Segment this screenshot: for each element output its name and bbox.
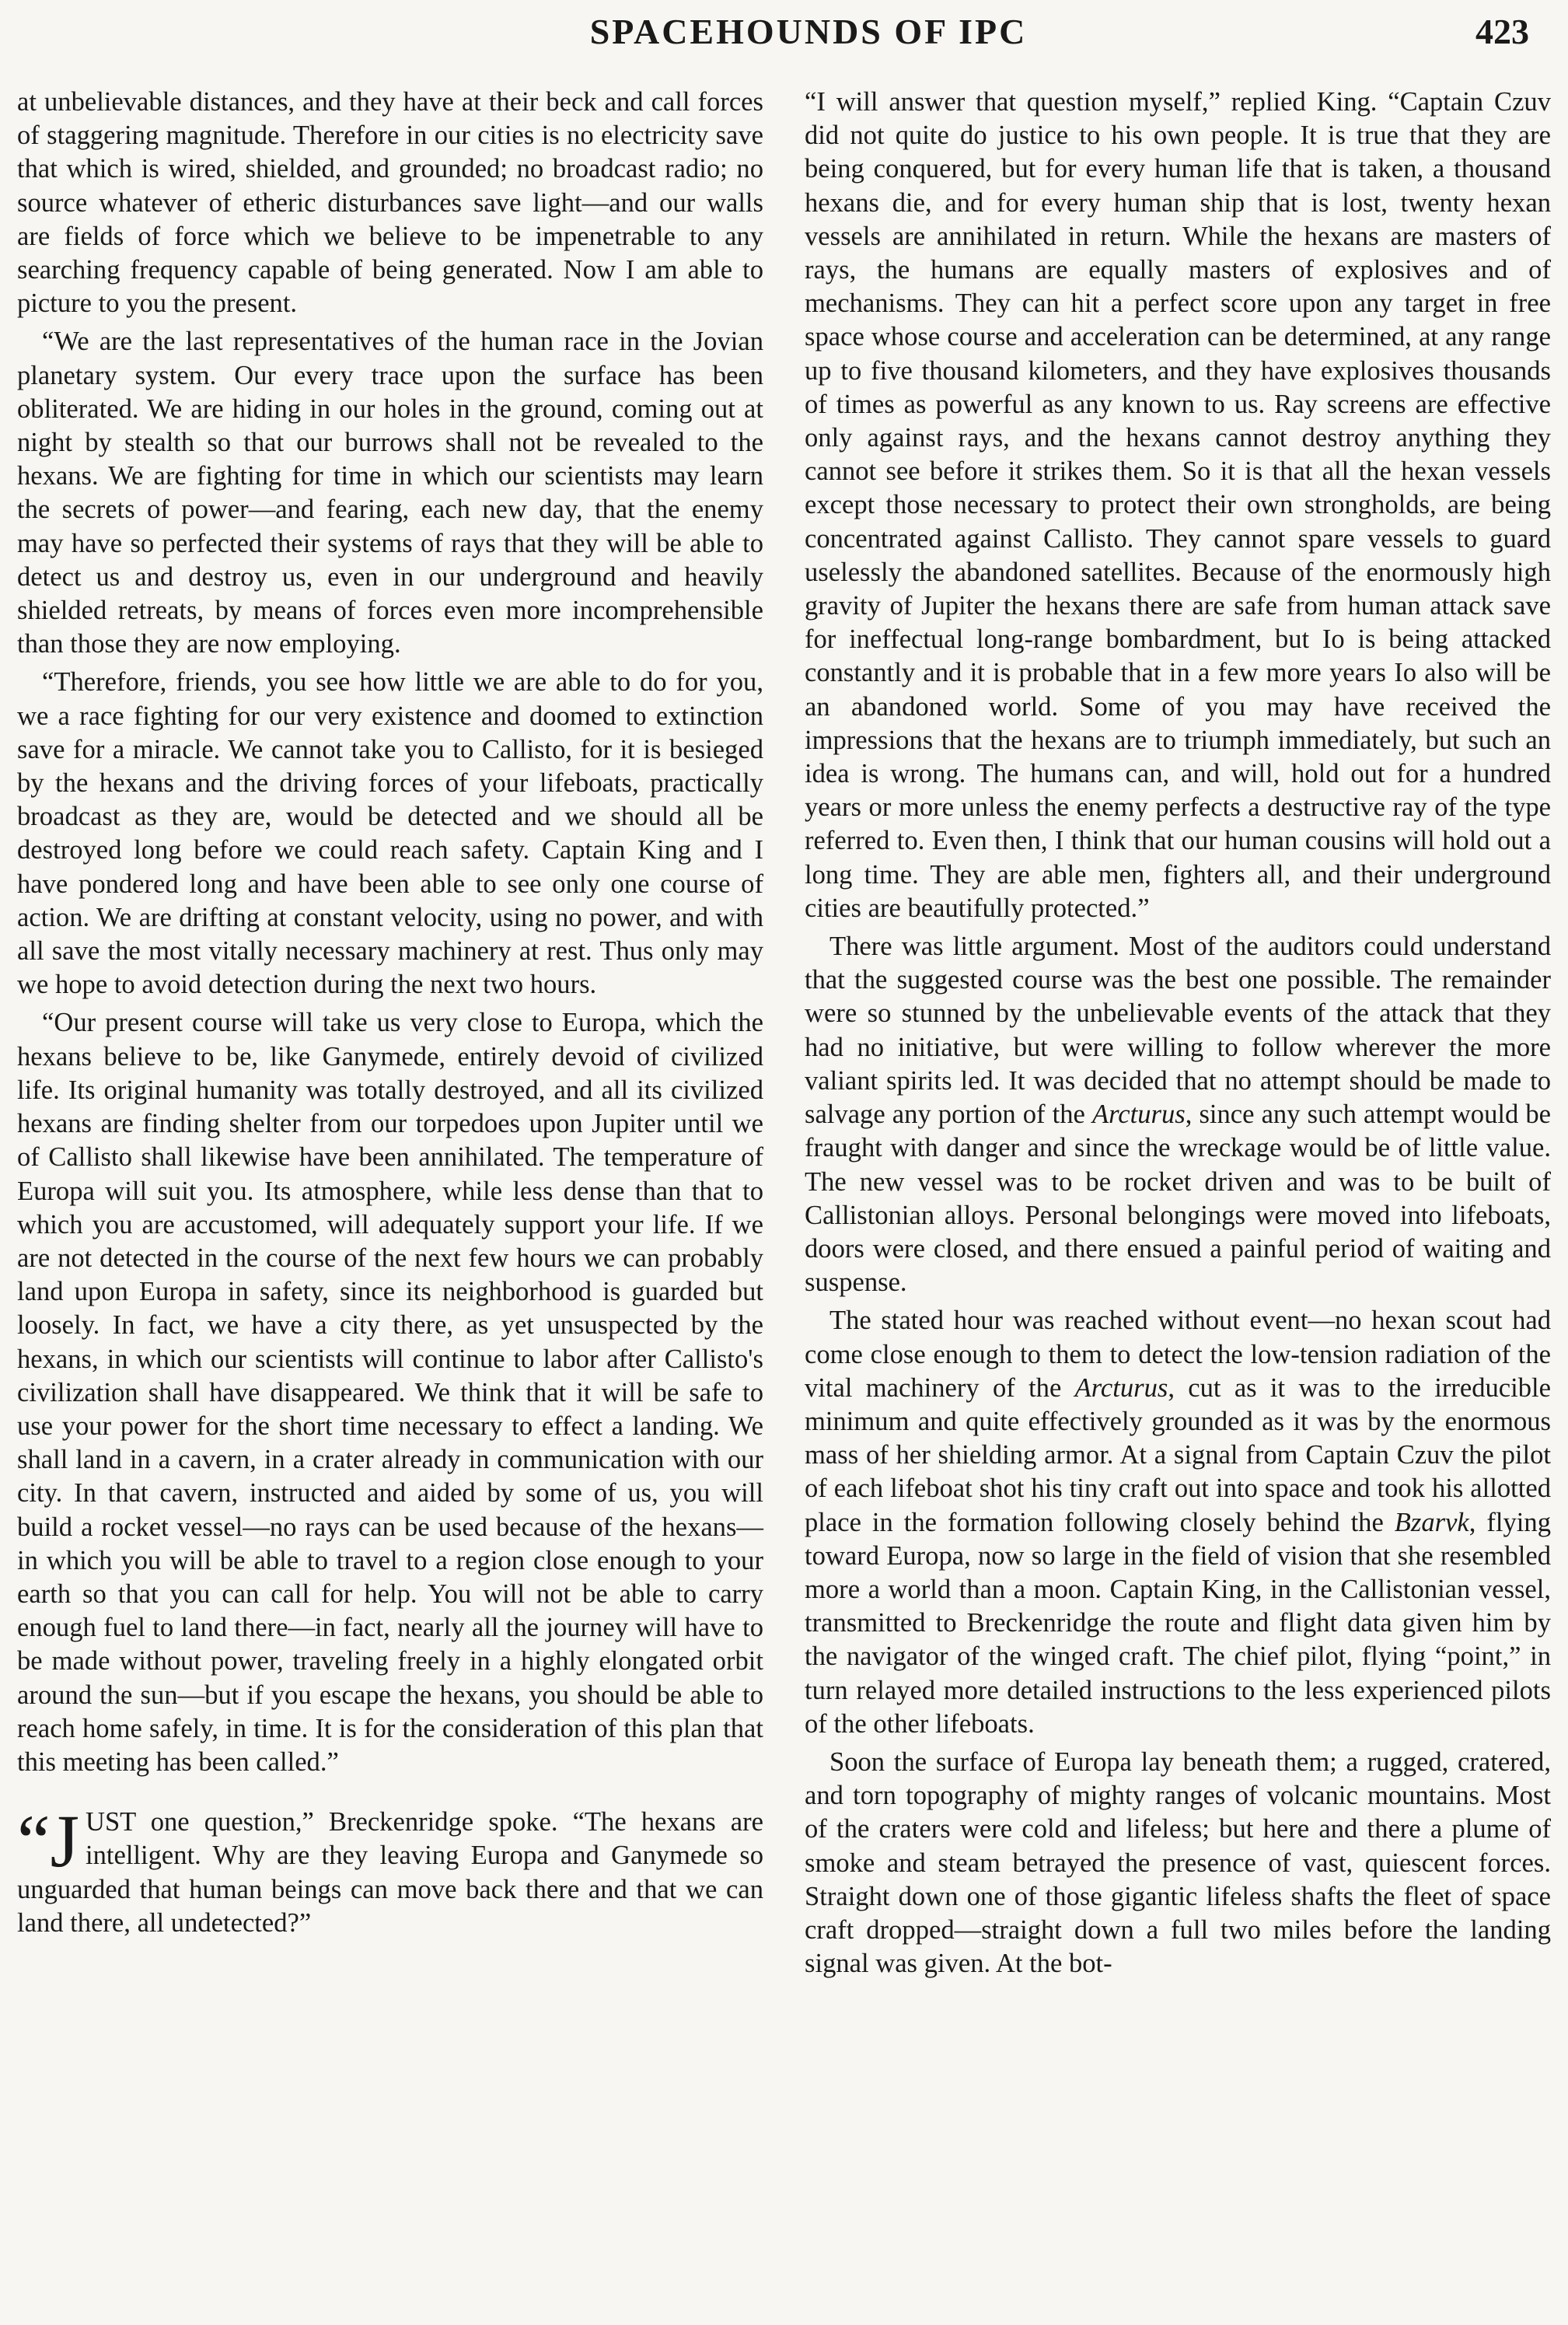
paragraph: Soon the surface of Europa lay beneath them; a rugged, cratered, and torn topography of mighty ranges of volcanic mountains. Most of the craters were cold and lifeless; but here and there a plume of smoke and steam betrayed the presence of vast, quiescent forces. Straight down one of those gigantic lifeless shafts the fleet of space craft dropped—straight down a full two miles before the landing signal was given. At the bot- bbox=[805, 1746, 1551, 1979]
drop-cap: “J bbox=[17, 1799, 79, 1883]
page-number: 423 bbox=[1475, 12, 1529, 51]
paragraph-text: , flying toward Europa, now so large in the field of vision that she resembled more a world than a moon. Captain King, in the Callistonian vessel, transmitted to Breckenridge the route and flight data given him by the navigator of the winged craft. The chief pilot, flying “point,” in turn relayed more detailed instructions to the less experienced pilots of the other lifeboats. bbox=[805, 1507, 1551, 1739]
running-head bbox=[0, 11, 1568, 54]
right-column bbox=[805, 86, 1551, 1985]
ship-name: Arcturus bbox=[1091, 1100, 1186, 1130]
paragraph-text: , cut as it was to the irreducible minimum and quite effectively grounded as it was by the enormous mass of her shielding armor. At a signal from Captain Czuv the pilot of each lifeboat shot his tiny craft out into space and took his allotted place in the formation following closely behind the bbox=[805, 1372, 1551, 1537]
left-column bbox=[17, 86, 763, 1945]
paragraph-dropcap bbox=[17, 1799, 763, 1940]
paragraph: at unbelievable distances, and they have at their beck and call forces of staggering magnitude. Therefore in our cities is no electricity save that which is wired, shielded, and grounded; no broadcast radio; no source whatever of etheric disturbances save light—and our walls are fields of force which we believe to be impenetrable to any searching frequency capable of being generated. Now I am able to picture to you the present. bbox=[17, 87, 763, 319]
running-head-title: SPACEHOUNDS OF IPC bbox=[589, 12, 1028, 51]
paragraph: “Therefore, friends, you see how little we are able to do for you, we a race fighting for our very existence and doomed to extinction save for a miracle. We cannot take you to Callisto, for it is besieged by the hexans and the driving forces of your lifeboats, practically broadcast as they are, would be detected and we should all be destroyed long before we could reach safety. Captain King and I have pondered long and have been able to see only one course of action. We are drifting at constant velocity, using no power, and with all save the most vitally necessary machinery at rest. Thus only may we hope to avoid detection during the next two hours. bbox=[17, 667, 763, 1000]
paragraph-text: The stated hour was reached without event—no hexan scout had come close enough to them to detect the low-tension radiation of the vital machinery of the bbox=[805, 1306, 1551, 1403]
paragraph: “I will answer that question myself,” replied King. “Captain Czuv did not quite do justice to his own people. It is true that they are being conquered, but for every human life that is taken, a thousand hexans die, and for every human ship that is lost, twenty hexan vessels are annihilated in return. While the hexans are masters of rays, the humans are equally masters of explosives and of mechanisms. They can hit a perfect score upon any target in free space whose course and acceleration can be determined, at any range up to five thousand kilometers, and they have explosives thousands of times as powerful as any known to us. Ray screens are effective only against rays, and the hexans cannot destroy anything they cannot see before it strikes them. So it is that all the hexan vessels except those necessary to protect their own strongholds, are being concentrated against Callisto. They cannot spare vessels to guard uselessly the abandoned satellites. Because of the enormously high gravity of Jupiter the hexans there are safe from human attack save for ineffectual long-range bombardment, but Io is being attacked constantly and it is probable that in a few more years Io also will be an abandoned world. Some of you may have received the impressions that the hexans are to triumph immediately, but such an idea is wrong. The humans can, and will, hold out for a hundred years or more unless the enemy perfects a destructive ray of the type referred to. Even then, I think that our human cousins will hold out a long time. They are able men, fighters all, and their underground cities are beautifully protected.” bbox=[805, 87, 1551, 923]
paragraph-text: There was little argument. Most of the auditors could understand that the suggested course was the best one possible. The remainder were so stunned by the unbelievable events of the attack that they had no initiative, but were willing to follow wherever the more valiant spirits led. It was decided that no attempt should be made to salvage any portion of the bbox=[805, 932, 1551, 1130]
paragraph: “Our present course will take us very close to Europa, which the hexans believe to be, like Ganymede, entirely devoid of civilized life. Its original humanity was totally destroyed, and all its civilized hexans are finding shelter from our torpedoes upon Jupiter until we of Callisto shall likewise have been annihilated. The temperature of Europa will suit you. Its atmosphere, while less dense than that to which you are accustomed, will adequately support your life. If we are not detected in the course of the next few hours we can probably land upon Europa in safety, since its neighborhood is guarded but loosely. In fact, we have a city there, as yet unsuspected by the hexans, in which our scientists will continue to labor after Callisto's civilization shall have disappeared. We think that it will be safe to use your power for the short time necessary to effect a landing. We shall land in a cavern, in a crater already in communication with our city. In that cavern, instructed and aided by some of us, you will build a rocket vessel—no rays can be used because of the hexans—in which you will be able to travel to a region close enough to your earth so that you can call for help. You will not be able to carry enough fuel to land there—in fact, nearly all the journey will have to be made without power, traveling freely in a highly elongated orbit around the sun—but if you escape the hexans, you should be able to reach home safely, in time. It is for the consideration of this plan that this meeting has been called.” bbox=[17, 1008, 763, 1777]
ship-name: Arcturus bbox=[1074, 1372, 1168, 1403]
paragraph bbox=[805, 930, 1551, 1299]
paragraph-text: UST one question,” Breckenridge spoke. “The hexans are intelligent. Why are they leaving Europa and Ganymede so unguarded that human beings can move back there and that we can land there, all undetected?” bbox=[17, 1807, 763, 1938]
paragraph: “We are the last representatives of the human race in the Jovian planetary system. Our every trace upon the surface has been obliterated. We are hiding in our holes in the ground, coming out at night by stealth so that our burrows shall not be revealed to the hexans. We are fighting for time in which our scientists may learn the secrets of power—and fearing, each new day, that the enemy may have so perfected their systems of rays that they will be able to detect us and destroy us, even in our underground and heavily shielded retreats, by means of forces even more incomprehensible than those they are now employing. bbox=[17, 327, 763, 659]
ship-name: Bzarvk bbox=[1394, 1507, 1469, 1537]
paragraph-text: , since any such attempt would be fraught with danger and since the wreckage would be of little value. The new vessel was to be rocket driven and was to be built of Callistonian alloys. Personal belongings were moved into lifeboats, doors were closed, and there ensued a painful period of waiting and suspense. bbox=[805, 1100, 1552, 1298]
paragraph bbox=[805, 1304, 1551, 1741]
